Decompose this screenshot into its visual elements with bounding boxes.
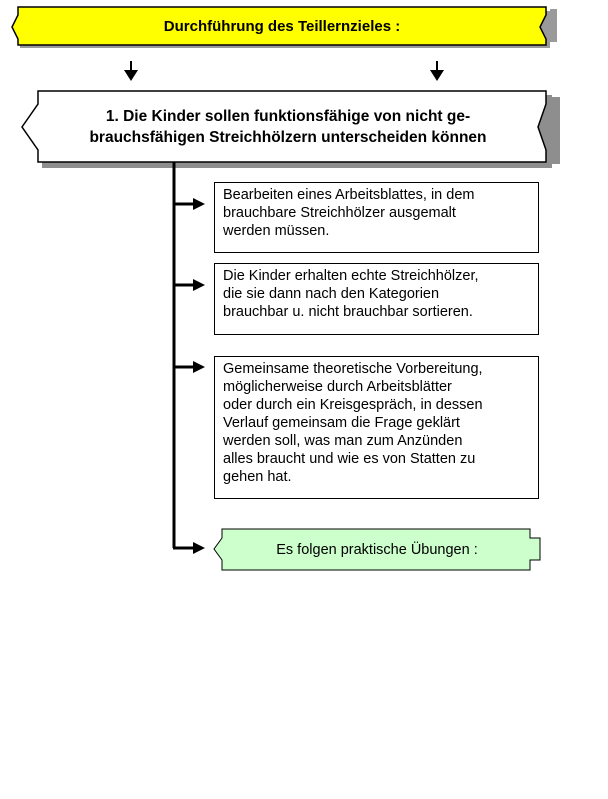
step-box-1 <box>214 182 539 253</box>
arrow-to-step-2-icon <box>174 279 205 291</box>
step-3-line: werden soll, was man zum Anzünden <box>223 433 463 449</box>
goal-line-1: 1. Die Kinder sollen funktionsfähige von nicht ge- <box>105 108 471 125</box>
arrow-to-step-3-icon <box>174 361 205 373</box>
goal-line-2: brauchsfähigen Streichhölzern unterscheiden können <box>89 129 487 146</box>
step-2-line: die sie dann nach den Kategorien <box>223 286 440 302</box>
step-3-line: Verlauf gemeinsam die Frage geklärt <box>223 415 460 431</box>
arrow-to-step-1-icon <box>174 198 205 210</box>
step-3-line: möglicherweise durch Arbeitsblätter <box>223 379 452 395</box>
step-3-line: gehen hat. <box>223 469 292 485</box>
header-title: Durchführung des Teillernzieles : <box>163 17 401 35</box>
step-3-line: alles braucht und wie es von Statten zu <box>223 451 476 467</box>
down-arrow-right-icon <box>430 61 444 81</box>
step-3-line: oder durch ein Kreisgespräch, in dessen <box>223 397 483 413</box>
step-3-line: Gemeinsame theoretische Vorbereitung, <box>223 361 483 377</box>
final-label: Es folgen praktische Übungen : <box>276 541 478 558</box>
down-arrow-left-icon <box>124 61 138 81</box>
step-1-line: brauchbare Streichhölzer ausgemalt <box>223 205 456 221</box>
step-1-line: Bearbeiten eines Arbeitsblattes, in dem <box>223 187 475 203</box>
arrow-to-final-icon <box>173 542 205 554</box>
step-box-2 <box>214 263 539 335</box>
step-1-line: werden müssen. <box>223 223 330 239</box>
step-box-3 <box>214 356 539 499</box>
step-2-line: brauchbar u. nicht brauchbar sortieren. <box>223 304 473 320</box>
goal-text <box>38 96 538 158</box>
step-2-line: Die Kinder erhalten echte Streichhölzer, <box>223 268 479 284</box>
